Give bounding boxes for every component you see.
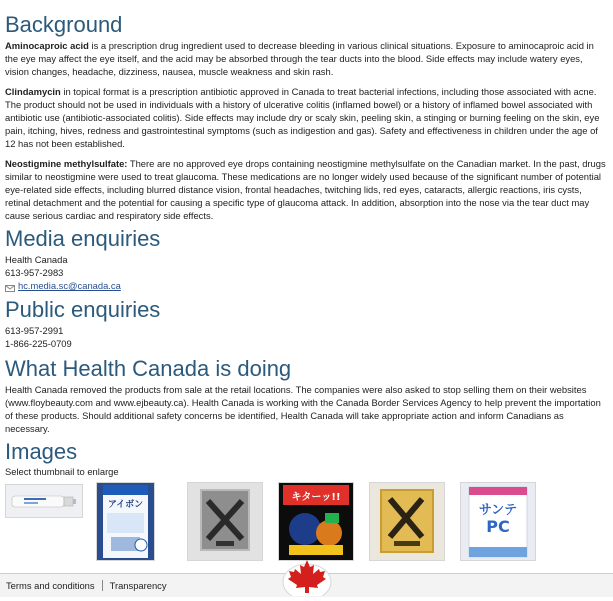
aminocaproic-text: is a prescription drug ingredient used to decrease bleeding in various clinical situations. Exposure to aminocaproic acid in the eye may affect the eye itself, and the acid may be absorbed through the tear ducts into the blood. Side effects may include watery eyes, vision changes, headache, dizziness, nausea, muscle weakness and skin rash. [5,40,594,77]
aminocaproic-paragraph [5,39,609,78]
images-section [5,441,609,568]
public-enquiries-heading: Public enquiries [5,297,161,322]
thumbnail-3[interactable] [187,482,263,561]
transparency-link[interactable]: Transparency [109,580,167,591]
thumbnail-1-image [6,485,82,517]
background-heading: Background [5,12,123,37]
thumbnail-1[interactable] [5,484,83,518]
aminocaproic-term: Aminocaproic acid [5,40,89,51]
thumbnail-4[interactable] [278,482,354,561]
neostigmine-paragraph [5,157,609,222]
thumbnail-3-image [188,483,262,560]
images-heading: Images [5,439,78,464]
images-instruction: Select thumbnail to enlarge [5,466,119,477]
canada-maple-leaf-icon [281,552,333,596]
thumbnail-2[interactable] [96,482,155,561]
neostigmine-term: Neostigmine methylsulfate: [5,158,128,169]
public-phone-2: 1-866-225-0709 [5,338,72,349]
thumbnail-5[interactable] [369,482,445,561]
clindamycin-term: Clindamycin [5,86,61,97]
media-enquiries-heading: Media enquiries [5,226,161,251]
thumbnail-6-label-top: サンテ [478,503,518,518]
thumbnail-5-image [370,483,444,560]
media-email-row [5,279,609,292]
what-health-canada-is-doing-text: Health Canada removed the products from sale at the retail locations. The companies were also asked to stop selling them on their websites (www.floybeauty.com and www.ejbeauty.ca). Health Canada is working with the Canada Border Services Agency to help prevent the importation of these products. Should additional safety concerns be identified, Health Canada will take appropriate action and inform Canadians as necessary. [5,384,601,434]
thumbnail-6[interactable] [460,482,536,561]
main-content [5,14,609,568]
footer-links [6,580,167,591]
media-phone: 613-957-2983 [5,267,64,278]
what-health-canada-is-doing-section [5,358,609,435]
clindamycin-text: in topical format is a prescription antibiotic approved in Canada to treat bacterial infections, including those associated with acne. The product should not be used in individuals with a history of ulcerative colitis (inflamed bowel) or a history of inflamed bowel associated with antibiotic use (antibiotic-associated colitis). Side effects may include dry or scaly skin, peeling skin, a stinging or burning feeling on the skin, eye pain, itching, hives, redness and gastrointestinal symptoms (such as indigestion and gas). Safety and effectiveness in children under the age of 12 has not been established. [5,86,600,149]
clindamycin-paragraph [5,85,609,150]
media-email-link[interactable]: hc.media.sc@canada.ca [18,280,121,291]
thumbnail-6-label-bottom: PC [486,517,510,536]
public-phone-1: 613-957-2991 [5,325,64,336]
thumbnail-4-label: キターッ!! [291,492,341,503]
media-enquiries-section [5,228,609,292]
envelope-icon [5,282,15,289]
background-section [5,14,609,222]
media-org: Health Canada [5,254,68,265]
thumbnail-2-image [97,483,154,560]
public-enquiries-section [5,299,609,350]
what-health-canada-is-doing-heading: What Health Canada is doing [5,356,292,381]
neostigmine-text: There are no approved eye drops containing neostigmine methylsulfate on the Canadian market. In the past, drugs similar to neostigmine were used to treat glaucoma. These medications are no longer widely used because of the significant number of potential eye-related side effects, including blurred distance vision, frontal headaches, twitching lids, red eyes, cataracts, allergic reactions, iris cysts, retinal detachment and the potential for causing a specific type of glaucoma attack. In addition, absorption into the nose via the tear duct may cause serious cardiac and respiratory side effects. [5,158,606,221]
thumbnail-2-label: アイボン [107,500,144,510]
footer-separator [102,580,103,591]
terms-and-conditions-link[interactable]: Terms and conditions [6,580,95,591]
